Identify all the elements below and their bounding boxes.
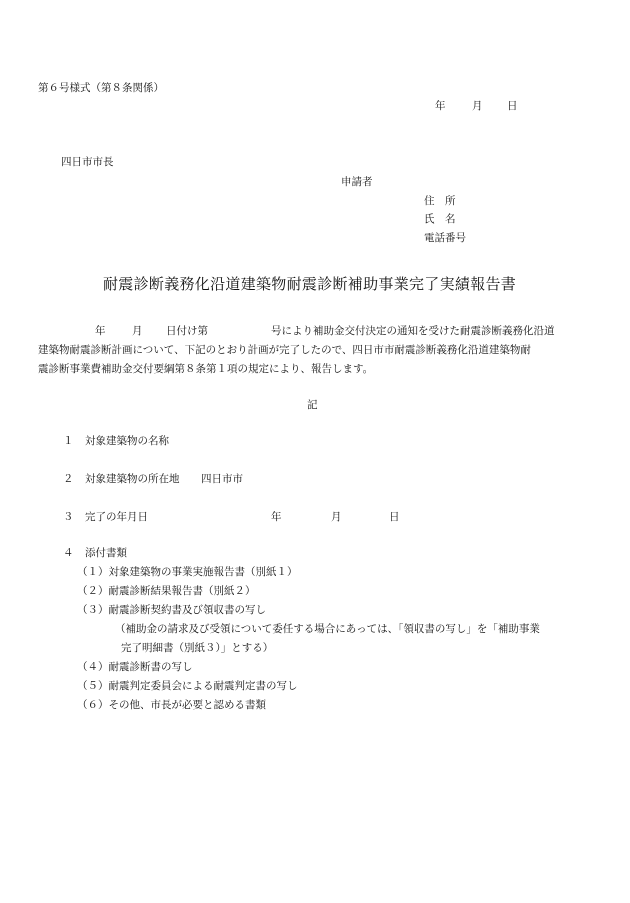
attachment-6: （６）その他、市長が必要と認める書類 <box>77 699 266 711</box>
date-day: 日 <box>507 100 518 112</box>
applicant-phone-label: 電話番号 <box>424 232 466 244</box>
body-line2: 建築物耐震診断計画について、下記のとおり計画が完了したので、四日市市耐震診断義務化沿道建築物耐 <box>38 344 531 356</box>
body-month: 月 <box>132 325 143 337</box>
item-4-number: ４ <box>63 547 74 559</box>
item-3-month: 月 <box>331 511 342 523</box>
form-label: 第６号様式（第８条関係） <box>38 82 164 94</box>
item-3-day: 日 <box>389 511 400 523</box>
applicant-address-label: 住 所 <box>424 195 456 207</box>
item-2-label: 対象建築物の所在地 <box>85 473 180 485</box>
applicant-label: 申請者 <box>341 176 373 188</box>
date-month: 月 <box>472 100 483 112</box>
body-paragraph <box>38 322 596 379</box>
attachment-1: （１）対象建築物の事業実施報告書（別紙１） <box>77 566 298 578</box>
body-line3: 震診断事業費補助金交付要綱第８条第１項の規定により、報告します。 <box>38 363 374 375</box>
body-day: 日付け第 <box>166 325 208 337</box>
item-1-label: 対象建築物の名称 <box>85 435 169 447</box>
ki-heading: 記 <box>307 399 318 411</box>
body-line1-rest: 号により補助金交付決定の通知を受けた耐震診断義務化沿道 <box>271 325 555 337</box>
body-year: 年 <box>95 325 106 337</box>
attachment-2: （２）耐震診断結果報告書（別紙２） <box>77 585 256 597</box>
item-4-label: 添付書類 <box>85 547 127 559</box>
date-year: 年 <box>435 100 446 112</box>
attachment-5: （５）耐震判定委員会による耐震判定書の写し <box>77 680 298 692</box>
addressee: 四日市市長 <box>61 156 114 168</box>
item-1-number: １ <box>63 435 74 447</box>
item-3-label: 完了の年月日 <box>85 511 148 523</box>
item-2-number: ２ <box>63 473 74 485</box>
attachment-3-note-line1: （補助金の請求及び受領について委任する場合にあっては、「領収書の写し」を「補助事業 <box>115 623 540 635</box>
applicant-name-label: 氏 名 <box>424 213 456 225</box>
attachment-4: （４）耐震診断書の写し <box>77 661 193 673</box>
attachment-3: （３）耐震診断契約書及び領収書の写し <box>77 604 266 616</box>
attachment-3-note-line2: 完了明細書（別紙３）」とする） <box>121 642 274 654</box>
item-3-number: ３ <box>63 511 74 523</box>
item-3-year: 年 <box>271 511 282 523</box>
item-2-value: 四日市市 <box>201 473 243 485</box>
document-title: 耐震診断義務化沿道建築物耐震診断補助事業完了実績報告書 <box>103 275 517 293</box>
